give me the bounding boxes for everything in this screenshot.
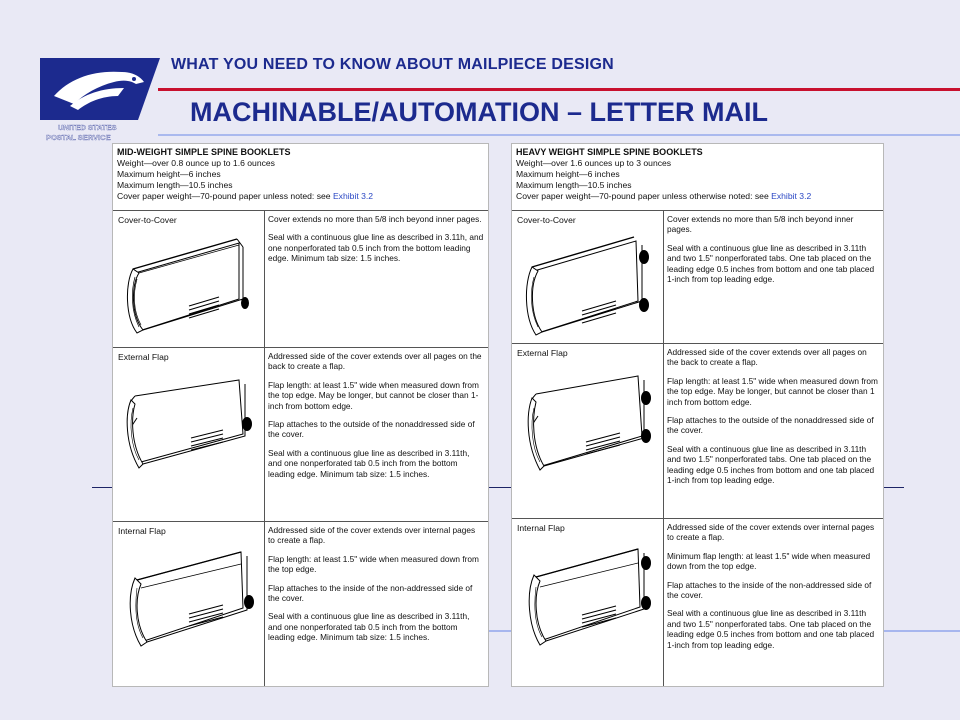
row-text: Flap attaches to the outside of the nonaddressed side of the cover. bbox=[268, 419, 475, 440]
row-label: External Flap bbox=[517, 348, 568, 358]
row-text: Seal with a continuous glue line as described in 3.11th and two 1.5" nonperforated tabs. One tab placed on the leading edge 0.5 inches from bottom and one tab placed 1-inch from top leading edge. bbox=[667, 608, 875, 650]
exhibit-link[interactable]: Exhibit 3.2 bbox=[771, 191, 812, 201]
usps-eagle-logo bbox=[40, 58, 160, 148]
row-text: Seal with a continuous glue line as described in 3.11th, and one nonperforated tab 0.5 inch from the bottom leading edge. Minimum tab size: 1.5 inches. bbox=[268, 611, 470, 643]
spec-paper bbox=[516, 191, 879, 202]
spec-length: Maximum length—10.5 inches bbox=[117, 180, 233, 190]
row-label: Internal Flap bbox=[517, 523, 565, 533]
blue-rule bbox=[158, 134, 960, 136]
heavy-weight-booklets-table bbox=[511, 143, 884, 687]
row-text: Minimum flap length: at least 1.5" wide when measured down from the top edge. bbox=[667, 550, 871, 572]
table-row bbox=[113, 522, 488, 687]
row-text: Addressed side of the cover extends over all pages on the back to create a flap. bbox=[268, 351, 482, 372]
table-row bbox=[512, 519, 883, 687]
row-text: Seal with a continuous glue line as described in 3.11h, and one nonperforated tab 0.5 inch from the bottom leading edge. Minimum tab size: 1.5 inches. bbox=[268, 232, 484, 264]
row-text: Addressed side of the cover extends over internal pages to create a flap. bbox=[667, 522, 875, 543]
row-text: Cover extends no more than 5/8 inch beyond inner pages. bbox=[667, 214, 854, 235]
row-text: Flap attaches to the inside of the non-addressed side of the cover. bbox=[268, 582, 473, 604]
decor-line bbox=[884, 487, 904, 488]
spec-height: Maximum height—6 inches bbox=[117, 169, 221, 179]
table-row bbox=[113, 348, 488, 522]
row-text: Flap attaches to the inside of the non-addressed side of the cover. bbox=[667, 579, 872, 601]
spec-paper bbox=[117, 191, 484, 202]
cover-to-cover-booklet-illustration bbox=[121, 233, 257, 339]
mid-weight-booklets-table bbox=[112, 143, 489, 687]
logo-text-1: UNITED STATES bbox=[58, 123, 117, 132]
spec-height: Maximum height—6 inches bbox=[516, 169, 620, 179]
decor-line bbox=[92, 487, 112, 488]
row-label: Cover-to-Cover bbox=[118, 215, 177, 225]
row-text: Flap attaches to the outside of the nonaddressed side of the cover. bbox=[667, 415, 874, 436]
row-text: Seal with a continuous glue line as described in 3.11th and two 1.5" nonperforated tabs. One tab placed on the leading edge 0.5 inches from bottom and one tab placed 1-inch from top leading edge. bbox=[667, 443, 875, 486]
row-text: Flap length: at least 1.5" wide when measured down from the top edge. bbox=[268, 553, 479, 575]
table-row bbox=[113, 211, 488, 348]
table-row bbox=[512, 211, 883, 344]
table-title: HEAVY WEIGHT SIMPLE SPINE BOOKLETS bbox=[516, 147, 703, 157]
paper-note: Cover paper weight—70-pound paper unless otherwise noted: see bbox=[516, 191, 772, 201]
cover-to-cover-booklet-illustration bbox=[520, 231, 656, 339]
spec-weight: Weight—over 1.6 ounces up to 3 ounces bbox=[516, 158, 672, 168]
spec-length: Maximum length—10.5 inches bbox=[516, 180, 632, 190]
row-label: Cover-to-Cover bbox=[517, 215, 576, 225]
table-row bbox=[512, 344, 883, 519]
row-text: Addressed side of the cover extends over all pages on the back to create a flap. bbox=[667, 347, 867, 368]
table-header bbox=[113, 144, 488, 211]
red-rule bbox=[158, 88, 960, 91]
spec-weight: Weight—over 0.8 ounce up to 1.6 ounces bbox=[117, 158, 275, 168]
page-title: MACHINABLE/AUTOMATION – LETTER MAIL bbox=[190, 97, 768, 127]
row-text: Flap length: at least 1.5" wide when measured down from the top edge. May be longer, but cannot be closer than 1-inch from bottom edge. bbox=[268, 379, 479, 411]
row-text: Seal with a continuous glue line as described in 3.11th and two 1.5" nonperforated tabs. One tab placed on the leading edge 0.5 inches from bottom and one tab placed 1-inch from top leading edge. bbox=[667, 242, 875, 285]
section-kicker: WHAT YOU NEED TO KNOW ABOUT MAILPIECE DESIGN bbox=[171, 56, 614, 73]
row-label: External Flap bbox=[118, 352, 169, 362]
table-header bbox=[512, 144, 883, 211]
decor-line bbox=[884, 630, 960, 632]
paper-note: Cover paper weight—70-pound paper unless noted: see bbox=[117, 191, 333, 201]
exhibit-link[interactable]: Exhibit 3.2 bbox=[332, 191, 374, 201]
logo-text-2: POSTAL SERVICE bbox=[46, 133, 111, 142]
row-text: Cover extends no more than 5/8 inch beyond inner pages. bbox=[268, 214, 482, 224]
external-flap-booklet-illustration bbox=[520, 370, 658, 476]
row-label: Internal Flap bbox=[118, 526, 166, 536]
internal-flap-booklet-illustration bbox=[522, 541, 658, 653]
table-title: MID-WEIGHT SIMPLE SPINE BOOKLETS bbox=[117, 147, 291, 157]
row-text: Addressed side of the cover extends over internal pages to create a flap. bbox=[268, 525, 476, 546]
internal-flap-booklet-illustration bbox=[123, 544, 259, 654]
row-text: Seal with a continuous glue line as described in 3.11th, and one nonperforated tab 0.5 inch from the bottom leading edge. Minimum tab size: 1.5 inches. bbox=[268, 447, 470, 479]
row-text: Flap length: at least 1.5" wide when measured down from the top edge. May be longer, but cannot be closer than 1 inch from bottom edge. bbox=[667, 375, 878, 407]
external-flap-booklet-illustration bbox=[119, 374, 259, 474]
